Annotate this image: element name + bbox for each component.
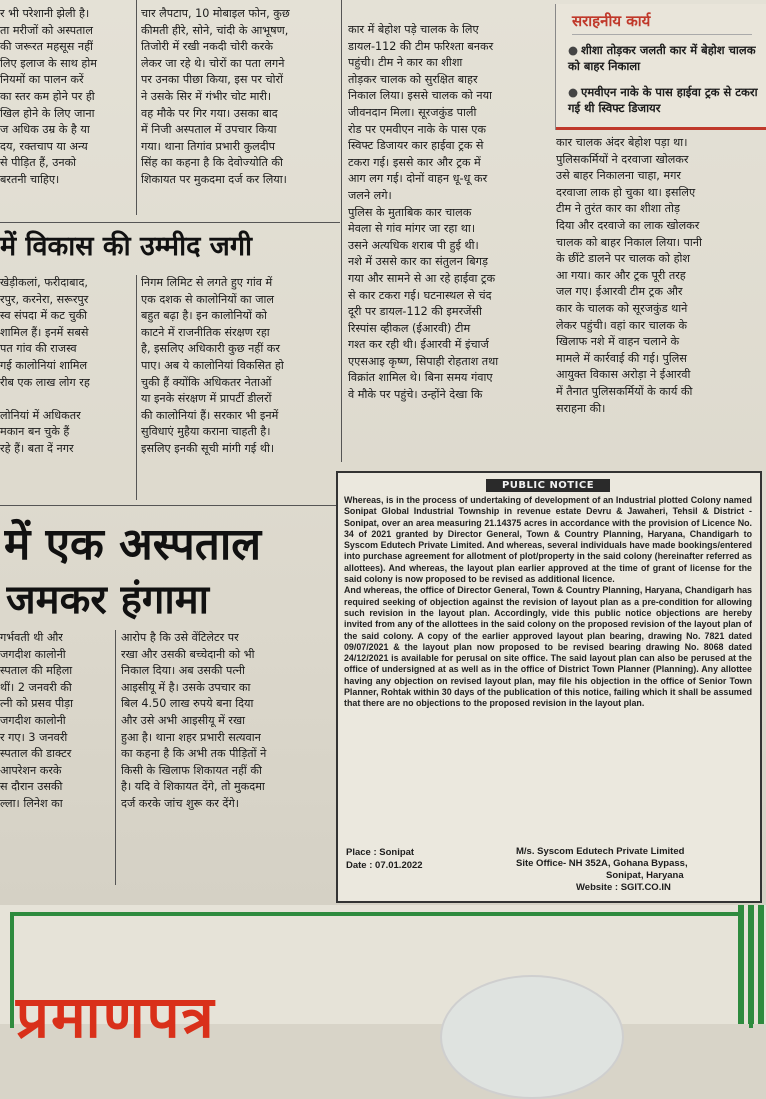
text-line: पत गांव की राजस्व bbox=[0, 342, 77, 356]
text-line: में तैनात पुलिसकर्मियों के कार्य की bbox=[556, 384, 693, 398]
column-divider bbox=[136, 0, 137, 215]
text-line: लेकर पहुंची। वहां कार चालक के bbox=[556, 318, 687, 332]
advertisement-stripe bbox=[738, 905, 766, 1024]
advertisement-text: प्रमाणपत्र bbox=[16, 983, 216, 1051]
text-line: एएसआइ कृष्ण, सिपाही रोहताश तथा bbox=[348, 354, 499, 368]
text-line: थीं। 2 जनवरी की bbox=[0, 680, 72, 694]
text-line: गया। थाना तिगांव प्रभारी कुलदीप bbox=[141, 139, 275, 153]
text-line: किसी के खिलाफ शिकायत नहीं की bbox=[121, 763, 262, 777]
text-line: की जरूरत महसूस नहीं bbox=[0, 40, 93, 54]
text-line: उसने अत्यधिक शराब पी हुई थी। bbox=[348, 238, 479, 252]
text-line: ल्ला। लिनेश का bbox=[0, 796, 63, 810]
advertisement-photo bbox=[440, 975, 624, 1099]
notice-site-office: Site Office- NH 352A, Gohana Bypass, bbox=[516, 858, 688, 869]
text-line: टकरा गई। इससे कार और ट्रक में bbox=[348, 155, 481, 169]
text-line: बहुत बढ़ा है। इन कालोनियों को bbox=[141, 309, 267, 323]
text-line: जगदीश कालोनी bbox=[0, 647, 66, 661]
story3-right-text bbox=[121, 630, 329, 880]
text-line: दर्ज करके जांच शुरू कर देंगे। bbox=[121, 796, 240, 810]
text-line: कार में बेहोश पड़े चालक के लिए bbox=[348, 23, 479, 36]
text-line: जीवनदान मिला। सूरजकुंड पाली bbox=[348, 105, 477, 119]
text-line: निकाल लिया। इससे चालक को नया bbox=[348, 89, 492, 103]
sidebar-title-underline bbox=[572, 34, 752, 35]
text-line: पाए। अब ये कालोनियां विकसित हो bbox=[141, 358, 284, 372]
text-line: मकान बन चुके हैं bbox=[0, 425, 70, 439]
text-line: स्पताल की महिला bbox=[0, 664, 73, 678]
text-line: टीम ने तुरंत कार का शीशा तोड़ bbox=[556, 202, 680, 216]
text-line: रोड पर एमवीएन नाके के पास एक bbox=[348, 122, 487, 136]
notice-signatory bbox=[516, 846, 688, 894]
text-line: जलने लगे। bbox=[348, 188, 392, 202]
sidebar-title: सराहनीय कार्य bbox=[572, 12, 651, 30]
text-line: आपरेशन करके bbox=[0, 763, 62, 777]
text-line: जल गए। ईआरवी टीम ट्रक और bbox=[556, 285, 683, 299]
text-line: पुलिसकर्मियों ने दरवाजा खोलकर bbox=[556, 152, 689, 166]
story2-right-text bbox=[141, 275, 337, 495]
public-notice-body bbox=[344, 495, 752, 710]
text-line: बरतनी चाहिए। bbox=[0, 172, 60, 186]
col3-top-text bbox=[348, 22, 548, 462]
section-divider bbox=[0, 222, 340, 223]
text-line: पुलिस के मुताबिक कार चालक bbox=[348, 205, 472, 219]
text-line: और उसे अभी आइसीयू में रखा bbox=[121, 713, 245, 727]
text-line: रीब एक लाख लोग रह bbox=[0, 375, 90, 389]
text-line: दूरी पर डायल-112 की इमरजेंसी bbox=[348, 305, 482, 319]
notice-place: Place : Sonipat bbox=[346, 847, 415, 858]
text-line: खेड़ीकलां, फरीदाबाद, bbox=[0, 276, 88, 289]
text-line: रहे हैं। बता दें नगर bbox=[0, 441, 74, 455]
story3-headline-line2: जमकर हंगामा bbox=[6, 577, 210, 623]
text-line: से कार टकरा गई। घटनास्थल से चंद bbox=[348, 288, 492, 302]
text-line: आइसीयू में है। उसके उपचार का bbox=[121, 680, 251, 694]
text-line: आग लग गई। दोनों वाहन धू-धू कर bbox=[348, 172, 488, 186]
text-line: है, इसलिए अधिकारी कुछ नहीं कर bbox=[141, 342, 280, 356]
text-line: निगम लिमिट से लगते हुए गांव में bbox=[141, 276, 273, 289]
text-line: इसलिए इनकी सूची मांगी गई थी। bbox=[141, 441, 275, 455]
text-line: खिलाफ नशे में वाहन चलाने के bbox=[556, 335, 680, 349]
text-line: है। यदि वे शिकायत देंगे, तो मुकदमा bbox=[121, 780, 265, 794]
notice-paragraph-1: Whereas, is in the process of undertaking of development of an Industrial plotted Colony named Sonipat Global Industrial Township in revenue estate Devru & Jawaheri, Tehsil & District - Sonipat, over an area measuring 21.14375 acres in accordance with the provision of Licence No. 34 of 2021 granted by Director General, Town & Country Planning, Haryana, Chandigarh to Syscom Edutech Private Limited. And whereas, several individuals have made bookings/entered into purchase agreement for allotment of plot/property in the said colony (hereinafter referred as allottees). And whereas, the layout plan earlier approved at the time of grant of license for the said colony is now proposed to be revised as additional licence. bbox=[344, 495, 752, 585]
text-line: दिया और दरवाजे का लाक खोलकर bbox=[556, 218, 700, 232]
text-line: दरवाजा लाक हो चुका था। इसलिए bbox=[556, 185, 696, 199]
text-line: शिकायत पर मुकदमा दर्ज कर लिया। bbox=[141, 172, 287, 186]
text-line: र गए। 3 जनवरी bbox=[0, 730, 68, 744]
column-divider bbox=[136, 275, 137, 500]
text-line: लिए इलाज के साथ होम bbox=[0, 56, 97, 70]
col2-top-text bbox=[141, 6, 337, 218]
text-line: काटने में राजनीतिक संरक्षण रहा bbox=[141, 325, 270, 339]
text-line: तिजोरी में रखी नकदी चोरी करके bbox=[141, 40, 273, 54]
notice-place-date bbox=[346, 846, 423, 872]
bullet-icon: ● bbox=[568, 85, 579, 99]
text-line: गया और सामने से आ रहे हाईवा ट्रक bbox=[348, 271, 496, 285]
text-line: सुविधाएं मुहैया कराना चाहती है। bbox=[141, 425, 271, 439]
text-line: गर्भवती थी और bbox=[0, 631, 63, 644]
text-line bbox=[0, 391, 132, 408]
text-line: खिल होने के लिए जाना bbox=[0, 106, 95, 120]
text-line: दय, रक्तचाप या अन्य bbox=[0, 139, 88, 153]
text-line: विक्रांत शामिल थे। बिना समय गंवाए bbox=[348, 371, 493, 385]
text-line: में निजी अस्पताल में उपचार किया bbox=[141, 123, 277, 137]
text-line: आरोप है कि उसे वेंटिलेटर पर bbox=[121, 631, 239, 644]
sidebar-highlight-box bbox=[555, 4, 766, 130]
text-line: ने उसके सिर में गंभीर चोट मारी। bbox=[141, 89, 272, 103]
text-line: के छींटे डालने पर चालक को होश bbox=[556, 252, 691, 266]
text-line: मामले में कार्रवाई की गई। पुलिस bbox=[556, 351, 687, 365]
text-line: से पीड़ित हैं, उनको bbox=[0, 156, 77, 170]
text-line: कीमती हीरे, सोने, चांदी के आभूषण, bbox=[141, 23, 289, 37]
text-line: त्नी को प्रसव पीड़ा bbox=[0, 697, 73, 711]
text-line: नियमों का पालन करें bbox=[0, 73, 84, 87]
text-line: लोनियां में अधिकतर bbox=[0, 408, 81, 422]
text-line: की कालोनियां हैं। सरकार भी इनमें bbox=[141, 408, 279, 422]
text-line: र भी परेशानी झेली है। bbox=[0, 7, 90, 20]
text-line: हुआ है। थाना शहर प्रभारी सत्यवान bbox=[121, 730, 261, 744]
column-divider bbox=[115, 630, 116, 885]
sidebar-item-2: ● एमवीएन नाके के पास हाईवा ट्रक से टकरा गई थी स्विफ्ट डिजायर bbox=[568, 85, 758, 115]
text-line: का स्तर कम होने पर ही bbox=[0, 89, 95, 103]
text-line: सराहना की। bbox=[556, 401, 606, 415]
text-line: वे मौके पर पहुंचे। उन्होंने देखा कि bbox=[348, 388, 483, 402]
text-line: कार चालक अंदर बेहोश पड़ा था। bbox=[556, 136, 688, 149]
text-line: शामिल हैं। इनमें सबसे bbox=[0, 325, 89, 339]
col4-mid-text bbox=[556, 135, 756, 460]
text-line: रखा और उसकी बच्चेदानी को भी bbox=[121, 647, 255, 661]
notice-website: Website : SGIT.CO.IN bbox=[576, 882, 671, 893]
text-line: स्पताल की डाक्टर bbox=[0, 747, 72, 761]
section-divider bbox=[0, 505, 336, 506]
text-line: स दौरान उसकी bbox=[0, 780, 63, 794]
sidebar-item-1: ● शीशा तोड़कर जलती कार में बेहोश चालक को बाहर निकाला bbox=[568, 43, 756, 73]
text-line: डायल-112 की टीम फरिश्ता बनकर bbox=[348, 39, 494, 53]
bullet-icon: ● bbox=[568, 43, 579, 57]
sidebar-accent-bar bbox=[556, 127, 766, 130]
text-line: पहुंची। टीम ने कार का शीशा bbox=[348, 56, 463, 70]
text-line: बिल 4.50 लाख रुपये बना दिया bbox=[121, 697, 254, 711]
text-line: निकाल दिया। अब उसकी पत्नी bbox=[121, 664, 245, 678]
text-line: एक दशक से कालोनियों का जाल bbox=[141, 292, 275, 306]
text-line: ता मरीजों को अस्पताल bbox=[0, 23, 93, 37]
text-line: नशे में उससे कार का संतुलन बिगड़ bbox=[348, 255, 488, 269]
text-line: उसे बाहर निकालना चाहा, मगर bbox=[556, 169, 681, 183]
story2-headline: में विकास की उम्मीद जगी bbox=[0, 231, 253, 262]
text-line: रपुर, करनेरा, सरूरपुर bbox=[0, 292, 89, 306]
public-notice-title: PUBLIC NOTICE bbox=[486, 479, 610, 492]
story3-headline-line1: में एक अस्पताल bbox=[4, 519, 262, 570]
text-line: सिंह का कहना है कि देवोज्योति की bbox=[141, 156, 283, 170]
story2-left-text bbox=[0, 275, 132, 495]
text-line: जगदीश कालोनी bbox=[0, 713, 66, 727]
text-line: लेकर जा रहे थे। चोरों का पता लगने bbox=[141, 56, 285, 70]
notice-location: Sonipat, Haryana bbox=[606, 870, 684, 881]
text-line: चार लैपटाप, 10 मोबाइल फोन, कुछ bbox=[141, 7, 290, 20]
text-line: आ गया। कार और ट्रक पूरी तरह bbox=[556, 268, 686, 282]
text-line: चालक को बाहर निकाल लिया। पानी bbox=[556, 235, 702, 249]
text-line: मेवला से गांव मांगर जा रहा था। bbox=[348, 222, 476, 236]
text-line: स्विफ्ट डिजायर कार हाईवा ट्रक से bbox=[348, 139, 484, 153]
public-notice-box bbox=[336, 471, 762, 903]
text-line: रिस्पांस व्हीकल (ईआरवी) टीम bbox=[348, 321, 471, 335]
text-line: गश्त कर रही थी। ईआरवी में इंचार्ज bbox=[348, 338, 489, 352]
notice-date: Date : 07.01.2022 bbox=[346, 860, 423, 871]
story3-left-text bbox=[0, 630, 110, 880]
notice-company: M/s. Syscom Edutech Private Limited bbox=[516, 846, 685, 857]
column-divider bbox=[341, 0, 342, 462]
text-line: वह मौके पर गिर गया। उसका बाद bbox=[141, 106, 278, 120]
text-line: का कहना है कि अभी तक पीड़ितों ने bbox=[121, 747, 267, 761]
col1-top-text bbox=[0, 6, 132, 218]
text-line: ज अधिक उम्र के है या bbox=[0, 123, 90, 137]
text-line: पर उनका पीछा किया, इस पर चोरों bbox=[141, 73, 283, 87]
text-line: चुकी हैं क्योंकि अधिकतर नेताओं bbox=[141, 375, 272, 389]
text-line: कार के चालक को सूरजकुंड थाने bbox=[556, 301, 688, 315]
text-line: तोड़कर चालक को सुरक्षित बाहर bbox=[348, 72, 478, 86]
notice-paragraph-2: And whereas, the office of Director General, Town & Country Planning, Haryana, Chandigarh has required seeking of objection against the revision of layout plan as a pre-condition for allowing such revision in the layout plan. Accordingly, vide this public notice objections are hereby invited from any of the allottees in the said colony on the proposed revision of the layout plan of the said colony. A copy of the earlier approved layout plan bearing, drawing No. 7821 dated 09/07/2021 & the layout plan now proposed to be revised bearing drawing No. 8068 dated 24/12/2021 is available for perusal on site office. The said layout plan can also be perused at the office of undersigned at as well as in the office of District Town Planner (Planning). Any allottee having any objection on revised layout plan, may file his objection in the office of Senior Town Planner, Rohtak within 30 days of the publication of this notice, failing which it shall be assumed that there are no objections to the proposed revision in the layout plan. bbox=[344, 585, 752, 709]
text-line: स्व संपदा में कट चुकी bbox=[0, 309, 88, 323]
text-line: या इनके संरक्षण में प्रापर्टी डीलरों bbox=[141, 392, 272, 406]
text-line: गई कालोनियां शामिल bbox=[0, 358, 88, 372]
text-line: आयुक्त विकास अरोड़ा ने ईआरवी bbox=[556, 368, 691, 382]
